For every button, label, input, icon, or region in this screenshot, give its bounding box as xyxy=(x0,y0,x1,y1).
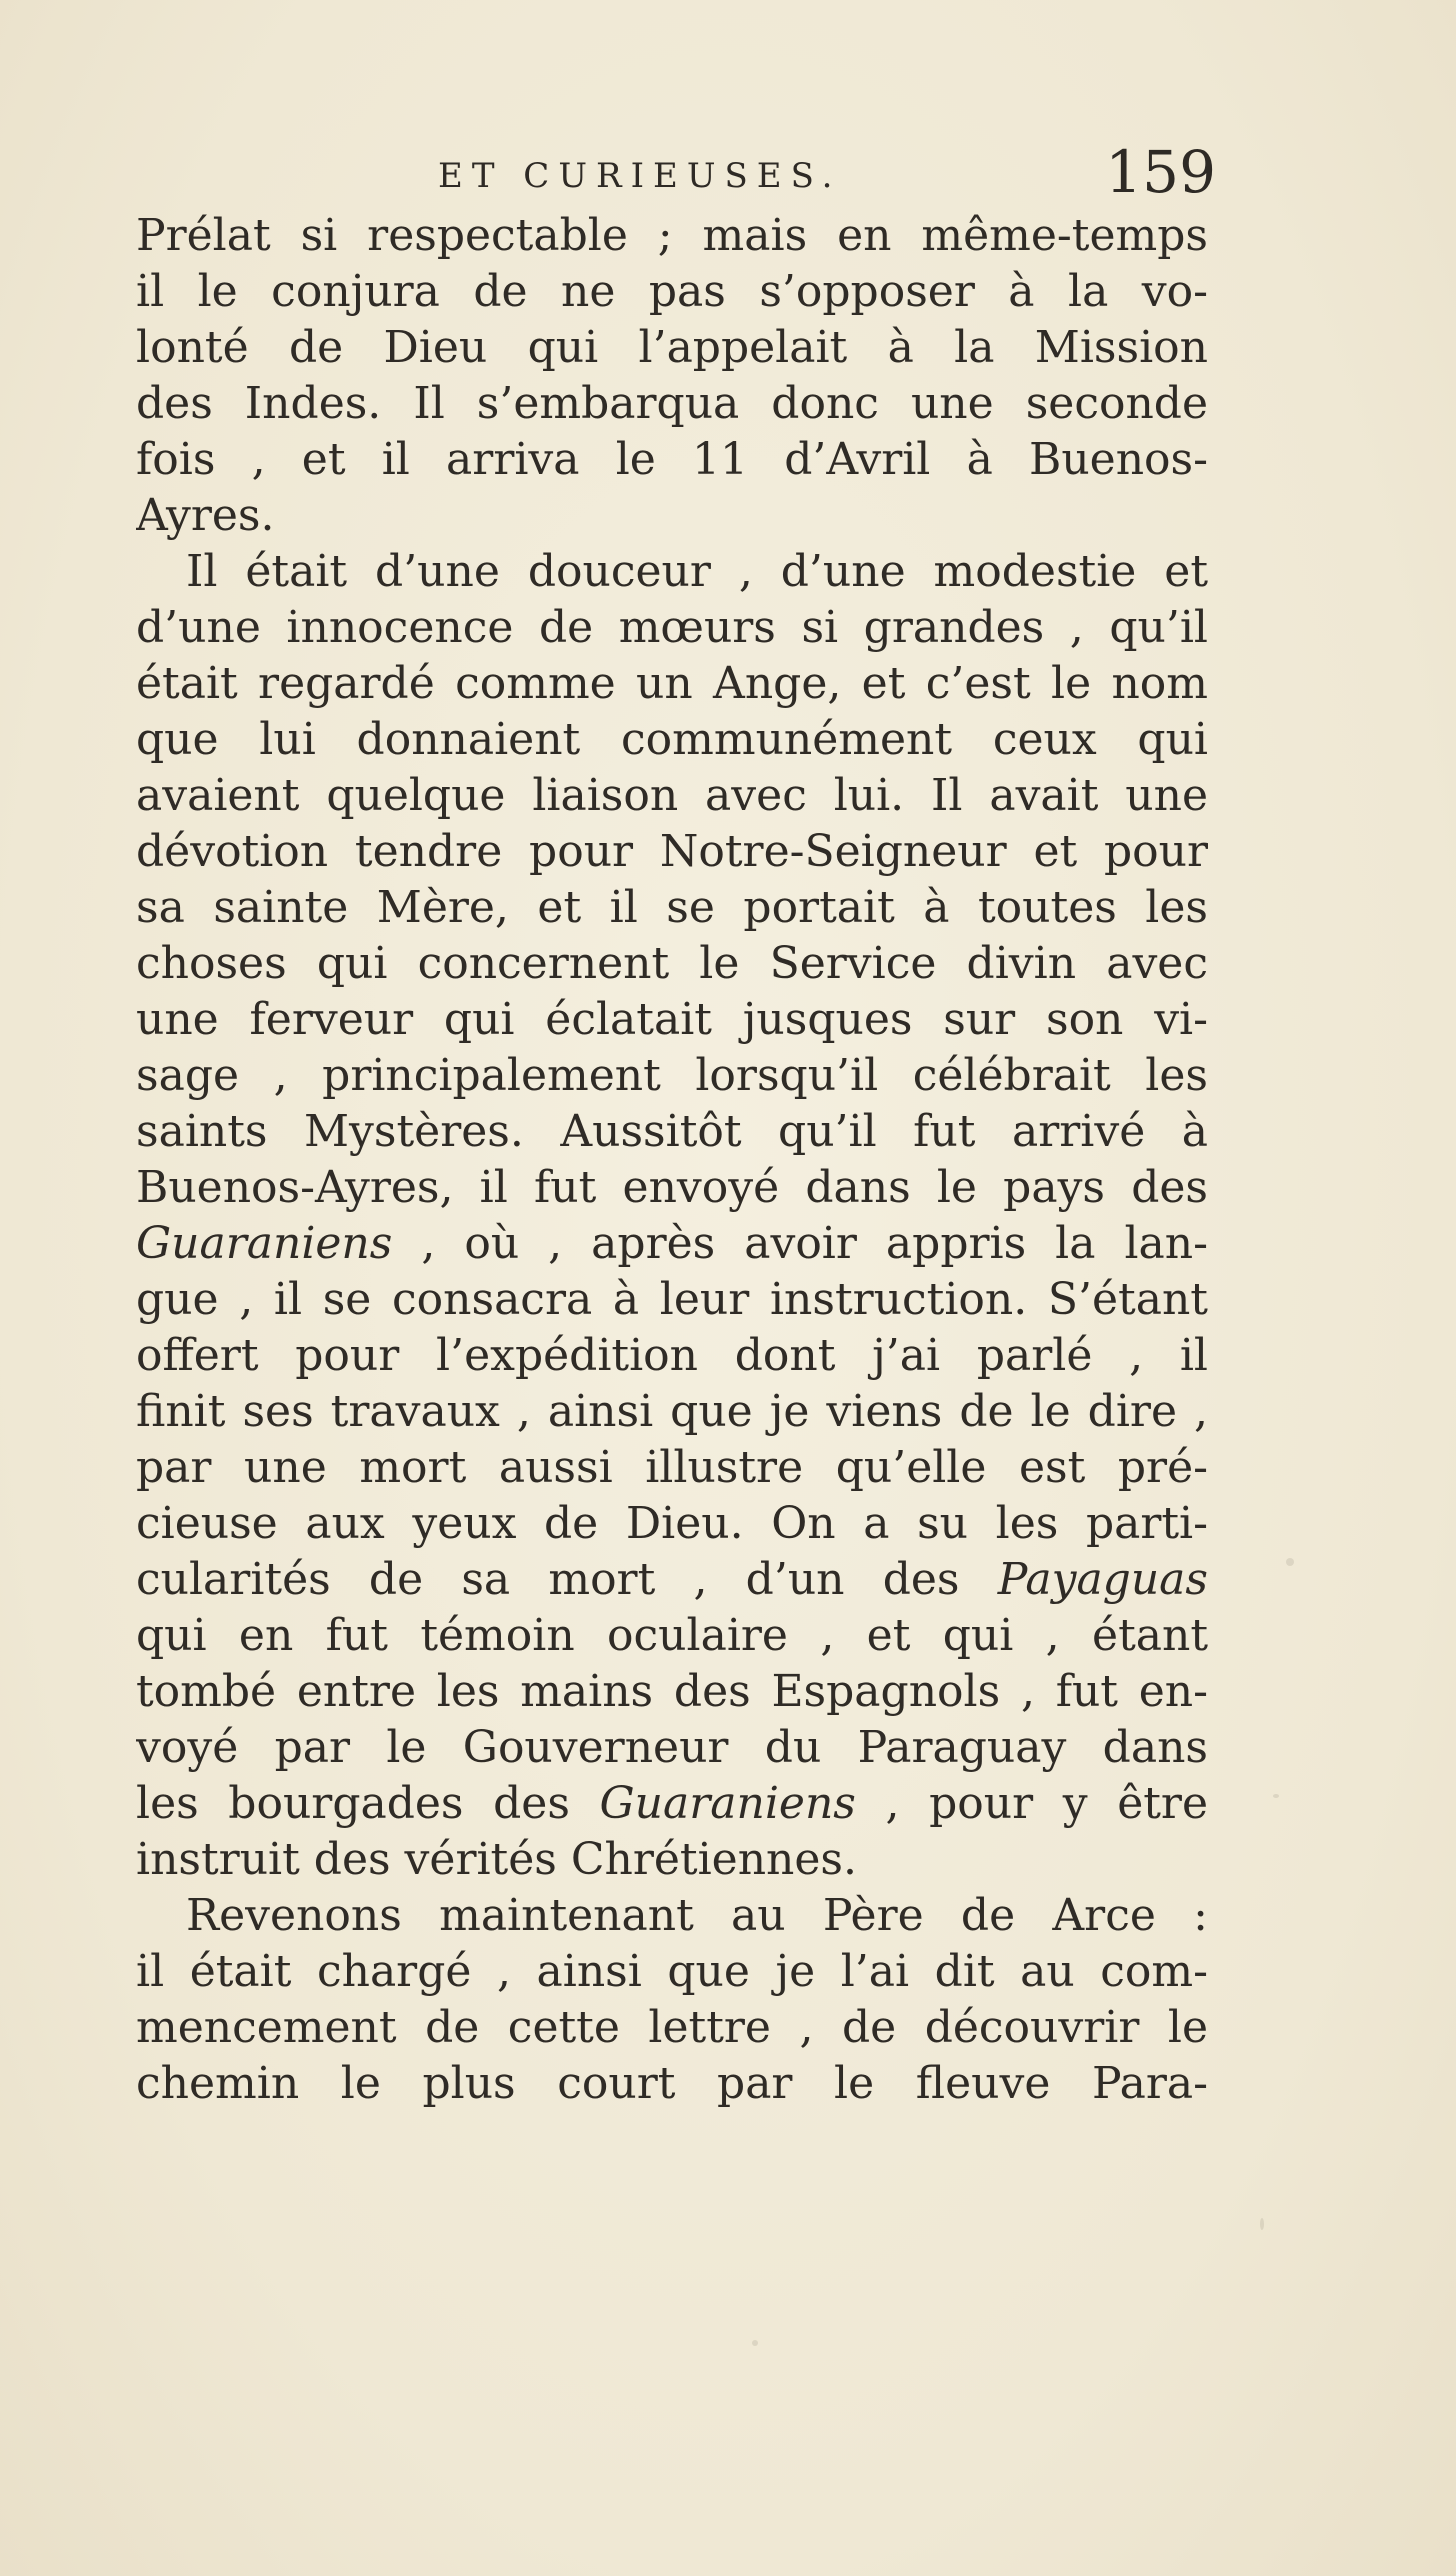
text-line: d’une innocence de mœurs si grandes , qu’il xyxy=(136,602,1208,653)
text-line: lonté de Dieu qui l’appelait à la Mission xyxy=(136,322,1208,373)
italic-term: Guaraniens xyxy=(136,1218,393,1269)
text-segment: , pour y être xyxy=(855,1778,1208,1829)
italic-term: Guaraniens xyxy=(599,1778,856,1829)
text-line: cieuse aux yeux de Dieu. On a su les parti- xyxy=(136,1498,1208,1549)
text-line: par une mort aussi illustre qu’elle est pré- xyxy=(136,1442,1208,1493)
page-header xyxy=(438,140,1216,210)
text-segment: les bourgades des xyxy=(136,1778,600,1829)
text-line: sa sainte Mère, et il se portait à toutes les xyxy=(136,882,1208,933)
text-line xyxy=(136,1552,1208,1608)
text-segment: cularités de sa mort , d’un des xyxy=(136,1554,998,1605)
text-line: des Indes. Il s’embarqua donc une seconde xyxy=(136,378,1208,429)
text-line: offert pour l’expédition dont j’ai parlé , il xyxy=(136,1330,1208,1381)
paper-speck xyxy=(1260,2218,1264,2230)
text-line: était regardé comme un Ange, et c’est le nom xyxy=(136,658,1208,709)
text-line: que lui donnaient communément ceux qui xyxy=(136,714,1208,765)
text-line: tombé entre les mains des Espagnols , fut en- xyxy=(136,1666,1208,1717)
text-line: choses qui concernent le Service divin avec xyxy=(136,938,1208,989)
text-line: finit ses travaux , ainsi que je viens de le dire , xyxy=(136,1386,1208,1437)
text-line: gue , il se consacra à leur instruction. S’étant xyxy=(136,1274,1208,1325)
text-line: une ferveur qui éclatait jusques sur son vi- xyxy=(136,994,1208,1045)
text-line: Prélat si respectable ; mais en même-temps xyxy=(136,210,1208,261)
text-line: sage , principalement lorsqu’il célébrait les xyxy=(136,1050,1208,1101)
paper-speck xyxy=(1273,1794,1279,1798)
page-number: 159 xyxy=(1105,138,1216,206)
paragraph-start-line: Revenons maintenant au Père de Arce : xyxy=(186,1890,1208,1941)
text-line xyxy=(136,1216,1208,1272)
text-line: Ayres. xyxy=(136,490,275,541)
paragraph-start-line: Il était d’une douceur , d’une modestie et xyxy=(186,546,1208,597)
text-line: chemin le plus court par le fleuve Para- xyxy=(136,2058,1208,2109)
text-line: avaient quelque liaison avec lui. Il avait une xyxy=(136,770,1208,821)
text-line: saints Mystères. Aussitôt qu’il fut arrivé à xyxy=(136,1106,1208,1157)
text-line: dévotion tendre pour Notre-Seigneur et pour xyxy=(136,826,1208,877)
paper-speck xyxy=(752,2340,758,2346)
italic-term: Payaguas xyxy=(997,1554,1208,1605)
text-line: voyé par le Gouverneur du Paraguay dans xyxy=(136,1722,1208,1773)
text-line: Buenos-Ayres, il fut envoyé dans le pays des xyxy=(136,1162,1208,1213)
text-line xyxy=(136,1776,1208,1832)
text-line: fois , et il arriva le 11 d’Avril à Buenos- xyxy=(136,434,1208,485)
text-line: mencement de cette lettre , de découvrir le xyxy=(136,2002,1208,2053)
running-head: ET CURIEUSES. xyxy=(438,156,842,196)
text-line: qui en fut témoin oculaire , et qui , étant xyxy=(136,1610,1208,1661)
text-line: instruit des vérités Chrétiennes. xyxy=(136,1834,857,1885)
text-segment: , où , après avoir appris la lan- xyxy=(392,1218,1208,1269)
text-line: il était chargé , ainsi que je l’ai dit au com- xyxy=(136,1946,1208,1997)
paper-speck xyxy=(1286,1558,1294,1566)
text-line: il le conjura de ne pas s’opposer à la vo- xyxy=(136,266,1208,317)
